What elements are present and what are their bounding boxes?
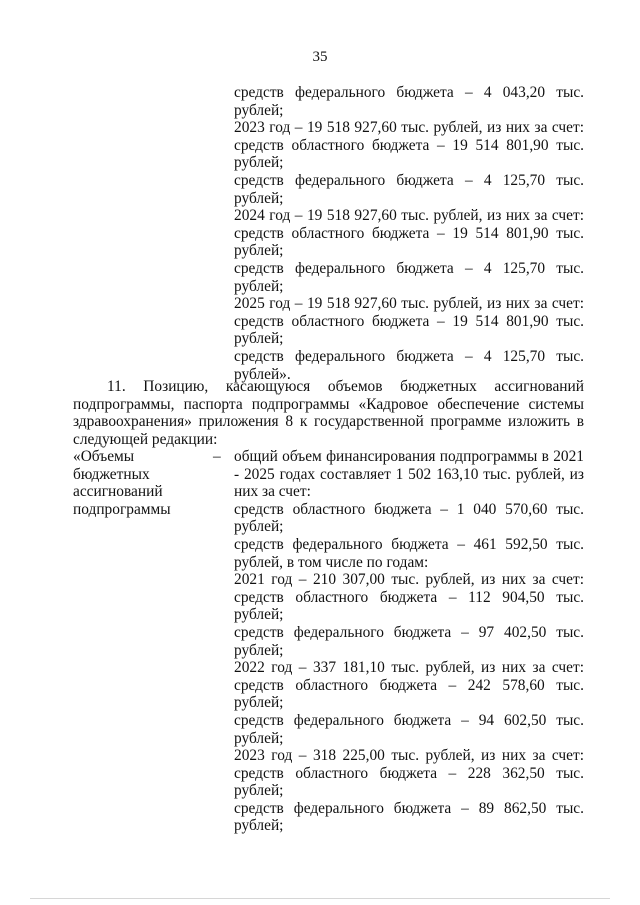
paragraph-line: следующей редакции:: [73, 430, 218, 448]
label-line: бюджетных: [73, 465, 150, 483]
label-dash: –: [213, 448, 221, 465]
funding-line: рублей;: [234, 518, 284, 536]
budget-line: средств областного бюджета – 19 514 801,90 тыс.: [234, 312, 584, 330]
funding-line: средств федерального бюджета – 97 402,50 тыс.: [234, 623, 584, 641]
funding-line: рублей;: [234, 729, 284, 747]
section-11-paragraph: [73, 378, 584, 448]
funding-line: 2022 год – 337 181,10 тыс. рублей, из них за счет:: [234, 659, 584, 677]
budget-line: средств федерального бюджета – 4 125,70 тыс.: [234, 171, 584, 189]
budget-line: средств федерального бюджета – 4 043,20 тыс.: [234, 84, 584, 101]
budget-line: средств областного бюджета – 19 514 801,90 тыс.: [234, 224, 584, 242]
paragraph-line-indented: 11. Позицию, касающуюся объемов бюджетных ассигнований: [107, 378, 584, 395]
paragraph-line: здравоохранения» приложения 8 к государственной программе изложить в: [73, 413, 584, 431]
paragraph-line: подпрограммы, паспорта подпрограммы «Кадровое обеспечение системы: [73, 395, 584, 413]
label-line: ассигнований: [73, 483, 163, 501]
budget-continuation-block: [234, 84, 584, 383]
budget-line: 2025 год – 19 518 927,60 тыс. рублей, из них за счет:: [234, 295, 584, 313]
funding-line: средств областного бюджета – 242 578,60 тыс.: [234, 676, 584, 694]
budget-line: рублей;: [234, 242, 284, 260]
budget-line: рублей;: [234, 330, 284, 348]
allocation-label-cell: [73, 448, 223, 518]
funding-line: 2023 год – 318 225,00 тыс. рублей, из них за счет:: [234, 747, 584, 765]
funding-line: средств федерального бюджета – 94 602,50 тыс.: [234, 711, 584, 729]
budget-line: средств федерального бюджета – 4 125,70 тыс.: [234, 347, 584, 365]
budget-line: рублей».: [234, 365, 291, 383]
scan-edge-line: [30, 898, 610, 899]
budget-line: 2024 год – 19 518 927,60 тыс. рублей, из них за счет:: [234, 207, 584, 225]
funding-line: средств областного бюджета – 228 362,50 тыс.: [234, 764, 584, 782]
funding-line: них за счет:: [234, 483, 311, 501]
budget-line: 2023 год – 19 518 927,60 тыс. рублей, из них за счет:: [234, 119, 584, 137]
label-row: [73, 466, 223, 484]
budget-line: рублей;: [234, 277, 284, 295]
allocation-value-cell: [234, 448, 584, 835]
funding-line: рублей;: [234, 694, 284, 712]
label-row: [73, 501, 223, 519]
budget-line: рублей;: [234, 189, 284, 207]
funding-line: рублей;: [234, 606, 284, 624]
funding-line: средств областного бюджета – 112 904,50 тыс.: [234, 588, 584, 606]
label-row: [73, 483, 223, 501]
label-line: «Объемы: [73, 448, 135, 465]
funding-line: - 2025 годах составляет 1 502 163,10 тыс. рублей, из: [234, 465, 584, 483]
funding-line: средств областного бюджета – 1 040 570,60 тыс.: [234, 500, 584, 518]
budget-line: средств федерального бюджета – 4 125,70 тыс.: [234, 259, 584, 277]
funding-line: средств федерального бюджета – 461 592,50 тыс.: [234, 535, 584, 553]
label-line: подпрограммы: [73, 500, 171, 518]
funding-line: рублей;: [234, 782, 284, 800]
funding-line: 2021 год – 210 307,00 тыс. рублей, из них за счет:: [234, 571, 584, 589]
page-number: 35: [312, 49, 328, 65]
budget-line: рублей;: [234, 154, 284, 172]
funding-line: общий объем финансирования подпрограммы в 2021: [234, 448, 584, 465]
funding-line: рублей, в том числе по годам:: [234, 553, 429, 571]
funding-line: рублей;: [234, 817, 284, 835]
budget-line: рублей;: [234, 101, 284, 119]
label-row: [73, 448, 223, 466]
budget-line: средств областного бюджета – 19 514 801,90 тыс.: [234, 136, 584, 154]
funding-line: рублей;: [234, 641, 284, 659]
funding-line: средств федерального бюджета – 89 862,50 тыс.: [234, 799, 584, 817]
